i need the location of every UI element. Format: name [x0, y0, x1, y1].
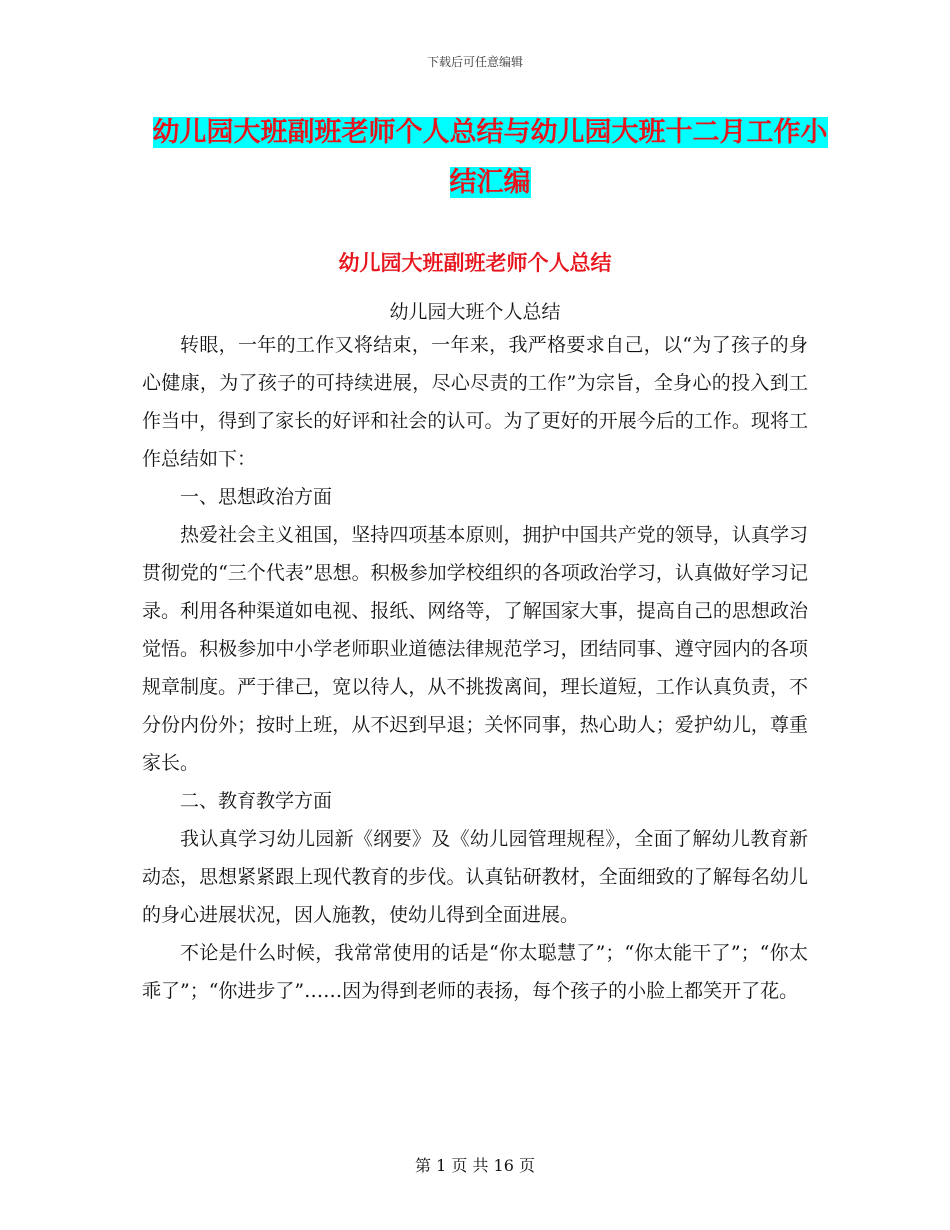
section-title: 幼儿园大班副班老师个人总结: [338, 251, 612, 275]
document-title-text: 幼儿园大班副班老师个人总结与幼儿园大班十二月工作小结汇编: [152, 117, 828, 198]
body-text: [142, 326, 808, 1010]
page-number: 第 1 页 共 16 页: [415, 1156, 535, 1175]
paragraph-praise: 不论是什么时候，我常常使用的话是“你太聪慧了”；“你太能干了”；“你太乖了”；“你进步了”……因为得到老师的表扬，每个孩子的小脸上都笑开了花。: [142, 942, 808, 1002]
paragraph-education-teaching: 我认真学习幼儿园新《纲要》及《幼儿园管理规程》，全面了解幼儿教育新动态，思想紧紧跟上现代教育的步伐。认真钻研教材，全面细致的了解每名幼儿的身心进展状况，因人施教，使幼儿得到全面进展。: [142, 828, 808, 926]
heading-education-teaching: 二、教育教学方面: [180, 790, 333, 812]
paragraph-ideology-politics: 热爱社会主义祖国，坚持四项基本原则，拥护中国共产党的领导，认真学习贯彻党的“三个代表”思想。积极参加学校组织的各项政治学习，认真做好学习记录。利用各种渠道如电视、报纸、网络等，了解国家大事，提高自己的思想政治觉悟。积极参加中小学老师职业道德法律规范学习，团结同事、遵守园内的各项规章制度。严于律己，宽以待人，从不挑拨离间，理长道短，工作认真负责，不分份内份外；按时上班，从不迟到早退；关怀同事，热心助人；爱护幼儿，尊重家长。: [142, 524, 808, 774]
paragraph-intro: 转眼，一年的工作又将结束，一年来，我严格要求自己，以“为了孩子的身心健康，为了孩子的可持续进展，尽心尽责的工作”为宗旨，全身心的投入到工作当中，得到了家长的好评和社会的认可。为了更好的开展今后的工作。现将工作总结如下：: [142, 334, 808, 470]
subtitle: 幼儿园大班个人总结: [389, 301, 561, 323]
document-title: [150, 108, 830, 208]
heading-ideology-politics: 一、思想政治方面: [180, 486, 333, 508]
header-note: 下载后可任意编辑: [426, 55, 523, 69]
